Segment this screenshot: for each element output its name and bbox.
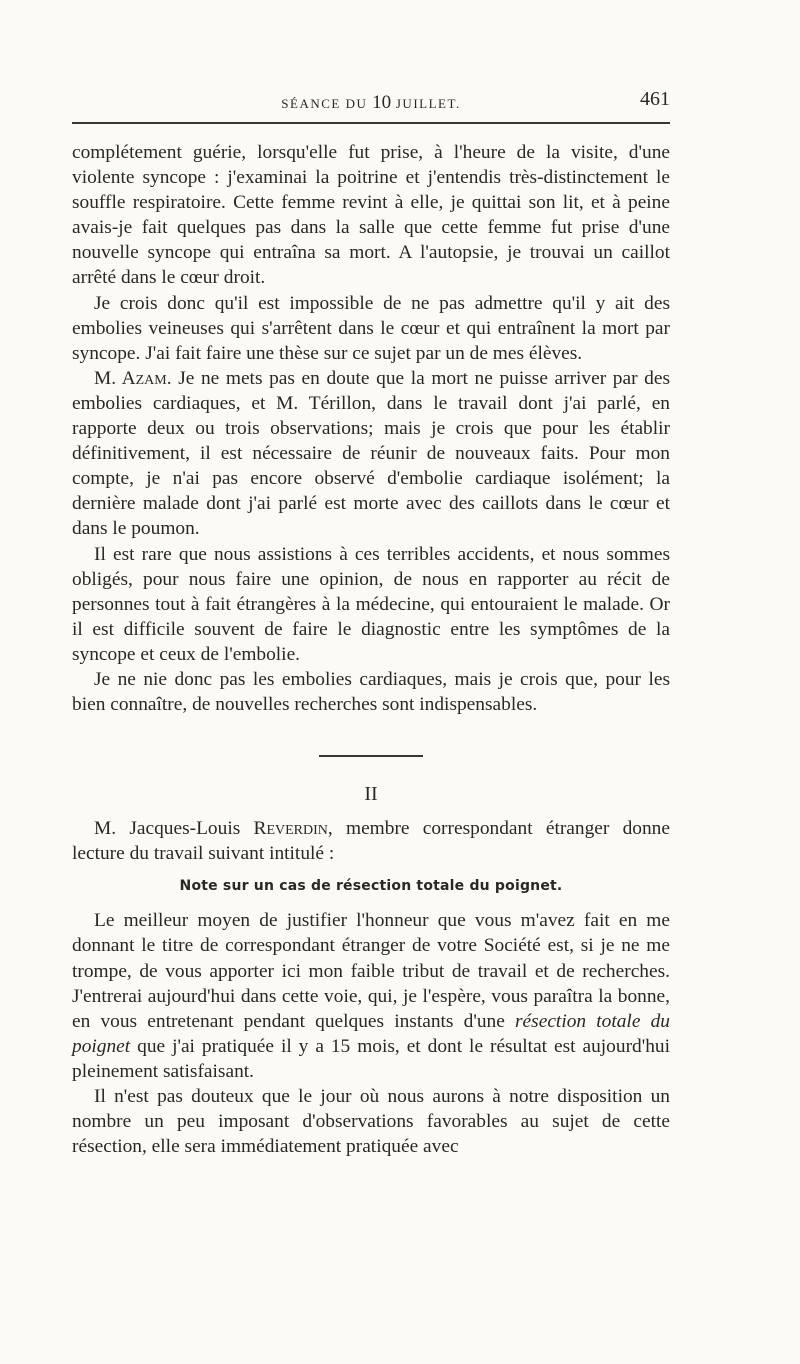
speaker-name: M. Azam. <box>94 367 172 389</box>
paragraph-note-intro <box>72 908 670 1084</box>
paragraph-azam-text: Je ne mets pas en doute que la mort ne puisse arriver par des embolies cardiaques, et M. Térillon, dans le travail dont j'ai parlé, en rapporte deux ou trois observations; mais je crois que pour les établir définitivement, il est nécessaire de réunir de nouveaux faits. Pour mon compte, je n'ai pas encore observé d'embolie cardiaque isolément; la dernière malade dont j'ai parlé est morte avec des caillots dans le cœur et dans le poumon. <box>72 367 670 540</box>
running-title-prefix: SÉANCE DU <box>281 96 368 111</box>
running-title-suffix: JUILLET. <box>395 96 461 111</box>
page-number: 461 <box>640 88 670 110</box>
section-separator <box>319 755 423 757</box>
author-name: Reverdin, <box>253 818 333 840</box>
page-body <box>72 140 670 1159</box>
paragraph-continuation: complétement guérie, lorsqu'elle fut prise, à l'heure de la visite, d'une violente syncope : j'examinai la poitrine et j'entendis très-distinctement le souffle respiratoire. Cette femme revint à elle, je quittai son lit, et à peine avais-je fait quelques pas dans la salle que cette femme fut prise d'une nouvelle syncope qui entraîna sa mort. A l'autopsie, je trouvai un caillot arrêté dans le cœur droit. <box>72 142 670 289</box>
header-rule <box>72 122 670 124</box>
paragraph-azam <box>72 366 670 542</box>
note-intro-after: que j'ai pratiquée il y a 15 mois, et dont le résultat est aujourd'hui pleinement satisfaisant. <box>72 1035 670 1082</box>
section-intro-prefix: M. Jacques-Louis <box>94 818 241 840</box>
section-intro-suffix: membre correspondant étranger donne lecture du travail suivant intitulé : <box>72 818 670 865</box>
running-title-day: 10 <box>372 92 392 113</box>
note-intro-before: Le meilleur moyen de justifier l'honneur que vous m'avez fait en me donnant le titre de correspondant étranger de votre Société est, si je ne me trompe, de vous apporter ici mon faible tribut de travail et de recherches. J'entrerai aujourd'hui dans cette voie, qui, je l'espère, vous paraîtra la bonne, en vous entretenant pendant quelques instants d'une <box>72 910 670 1032</box>
section-intro <box>72 816 670 866</box>
paragraph-accidents: Il est rare que nous assistions à ces terribles accidents, et nous sommes obligés, pour nous faire une opinion, de nous en rapporter au récit de personnes tout à fait étrangères à la médecine, qui entouraient le malade. Or il est difficile souvent de faire le diagnostic entre les symptômes de la syncope et ceux de l'embolie. <box>72 543 670 665</box>
running-title <box>72 92 670 114</box>
paragraph-conclusion: Je ne nie donc pas les embolies cardiaques, mais je crois que, pour les bien connaître, de nouvelles recherches sont indispensables. <box>72 668 670 716</box>
note-intro-italic: résection totale du poignet <box>72 1010 670 1057</box>
section-number: II <box>364 783 378 806</box>
note-title: Note sur un cas de résection totale du poignet. <box>179 878 563 895</box>
paragraph-emboli: Je crois donc qu'il est impossible de ne pas admettre qu'il y ait des embolies veineuses qui s'arrêtent dans le cœur et qui entraînent la mort par syncope. J'ai fait faire une thèse sur ce sujet par un de mes élèves. <box>72 292 670 364</box>
paragraph-note-continued: Il n'est pas douteux que le jour où nous aurons à notre disposition un nombre un peu imposant d'observations favorables au sujet de cette résection, elle sera immédiatement pratiquée avec <box>72 1086 670 1158</box>
running-header <box>72 88 670 116</box>
